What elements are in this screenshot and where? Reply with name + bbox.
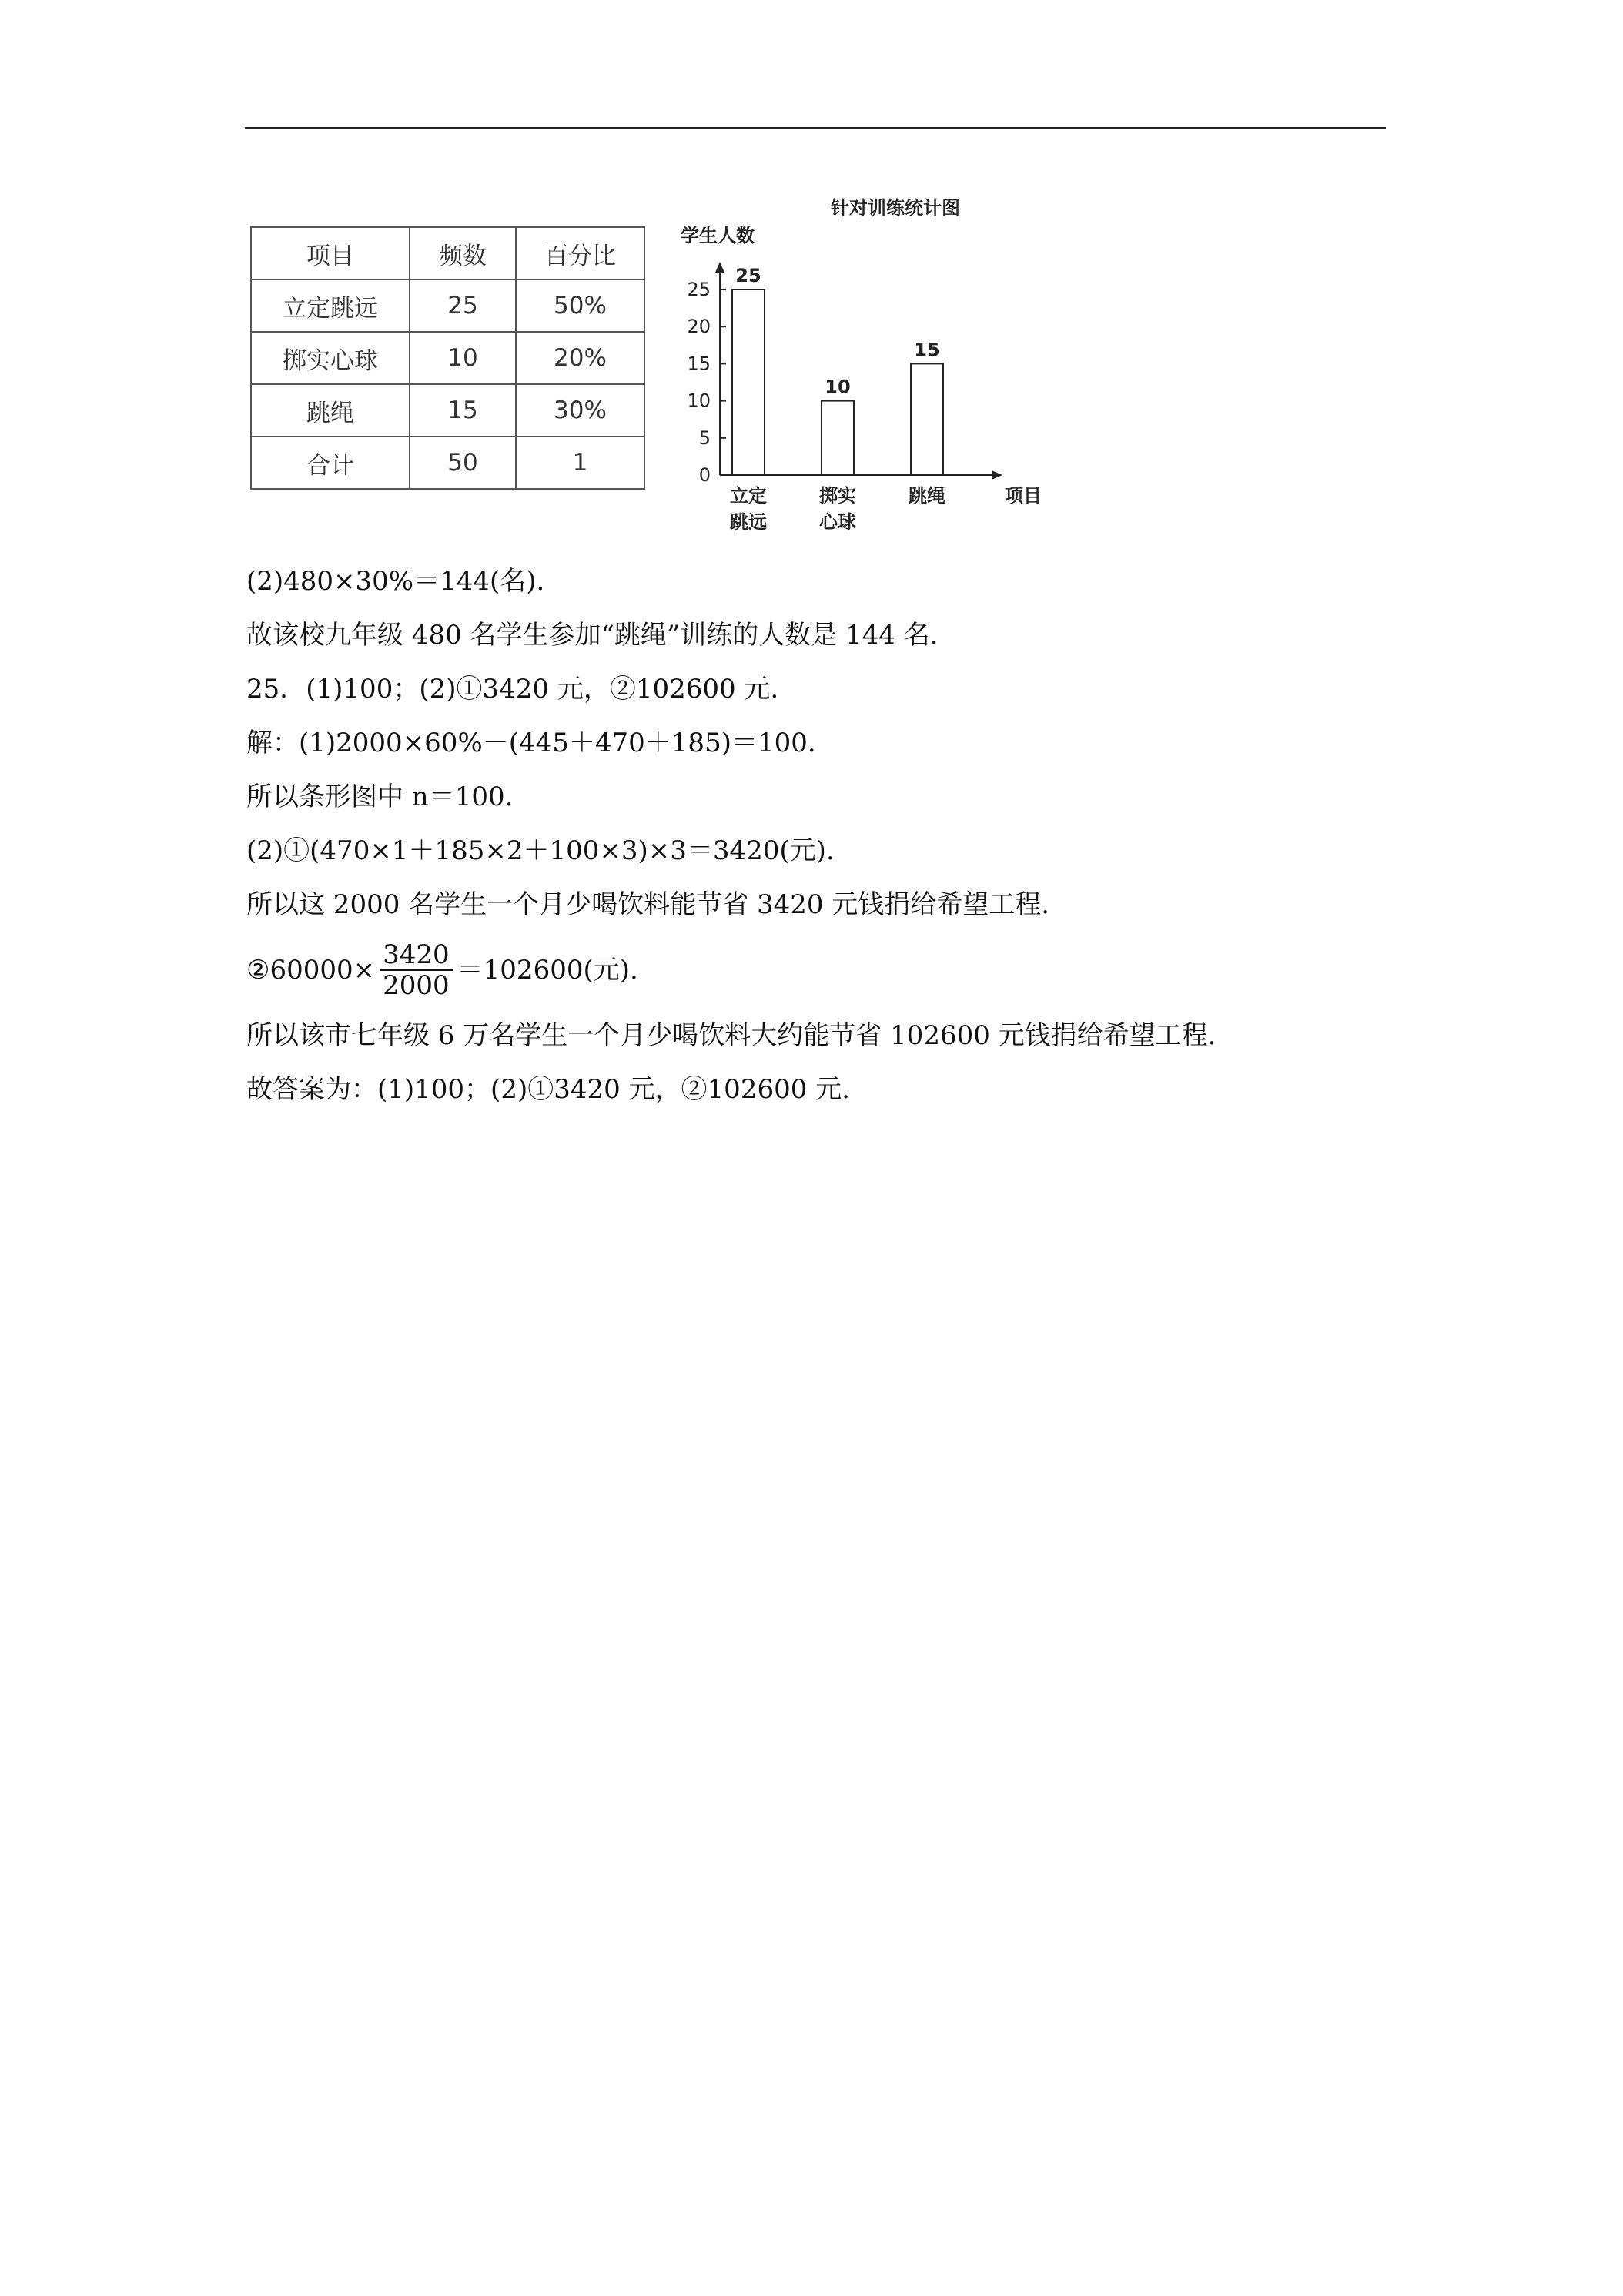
text-line: 25．(1)100；(2)①3420 元，②102600 元. — [246, 674, 779, 705]
table-cell: 25 — [410, 279, 516, 332]
table-row — [251, 437, 644, 489]
fraction-line — [246, 932, 1401, 1009]
x-tick-label: 立定 — [730, 485, 767, 507]
fraction-numerator: 3420 — [383, 939, 450, 970]
table-cell: 跳绳 — [251, 384, 410, 437]
data-label: 25 — [735, 265, 761, 286]
text-line: 解：(1)2000×60%－(445＋470＋185)＝100. — [246, 728, 816, 758]
header-cell: 频数 — [410, 227, 516, 279]
y-tick-label: 15 — [687, 353, 711, 375]
table-cell: 50% — [516, 279, 644, 332]
text-line: (2)480×30%＝144(名). — [246, 566, 545, 597]
bar — [732, 290, 765, 475]
header-rule — [245, 127, 1386, 129]
bar — [822, 401, 854, 475]
header-cell: 百分比 — [516, 227, 644, 279]
table-cell: 10 — [410, 332, 516, 384]
y-tick-label: 10 — [687, 390, 711, 412]
x-tick-label: 掷实 — [819, 485, 856, 507]
text-line: 所以这 2000 名学生一个月少喝饮料能节省 3420 元钱捐给希望工程. — [246, 889, 1050, 920]
x-tick-label: 跳绳 — [909, 485, 945, 507]
data-label: 15 — [914, 339, 940, 361]
header-cell: 项目 — [251, 227, 410, 279]
text-line: 故该校九年级 480 名学生参加“跳绳”训练的人数是 144 名. — [246, 620, 939, 651]
frequency-table — [250, 226, 645, 490]
text-line: 所以该市七年级 6 万名学生一个月少喝饮料大约能节省 102600 元钱捐给希望工程. — [246, 1020, 1216, 1051]
x-tick-label: 心球 — [819, 511, 856, 533]
fraction-denominator: 2000 — [383, 970, 450, 1001]
table-cell: 立定跳远 — [251, 279, 410, 332]
table-cell: 30% — [516, 384, 644, 437]
text-line: 所以条形图中 n＝100. — [246, 782, 514, 812]
table-cell: 20% — [516, 332, 644, 384]
bar — [911, 363, 943, 475]
y-axis-arrow — [715, 262, 724, 273]
x-axis-arrow — [992, 470, 1002, 480]
chart-title: 针对训练统计图 — [831, 197, 960, 219]
fraction-prefix: ②60000× — [246, 955, 376, 986]
table-row — [251, 279, 644, 332]
table-cell: 合计 — [251, 437, 410, 489]
solution-text — [246, 554, 1401, 1116]
x-axis-label: 项目 — [1005, 485, 1042, 507]
text-line: 故答案为：(1)100；(2)①3420 元，②102600 元. — [246, 1074, 850, 1105]
fraction — [380, 940, 453, 1000]
table-cell: 50 — [410, 437, 516, 489]
x-tick-label: 跳远 — [730, 511, 767, 533]
table-cell: 15 — [410, 384, 516, 437]
table-row — [251, 384, 644, 437]
y-tick-label: 0 — [698, 464, 711, 486]
y-axis-label: 学生人数 — [681, 225, 755, 246]
data-label: 10 — [825, 376, 851, 398]
table-header-row — [251, 227, 644, 279]
table-cell: 1 — [516, 437, 644, 489]
y-tick-label: 5 — [698, 427, 711, 449]
y-tick-label: 20 — [687, 316, 711, 338]
text-line: (2)①(470×1＋185×2＋100×3)×3＝3420(元). — [246, 835, 835, 866]
y-tick-label: 25 — [687, 279, 711, 300]
table-cell: 掷实心球 — [251, 332, 410, 384]
fraction-suffix: ＝102600(元). — [457, 955, 638, 986]
bar-chart — [662, 185, 1047, 547]
table-row — [251, 332, 644, 384]
